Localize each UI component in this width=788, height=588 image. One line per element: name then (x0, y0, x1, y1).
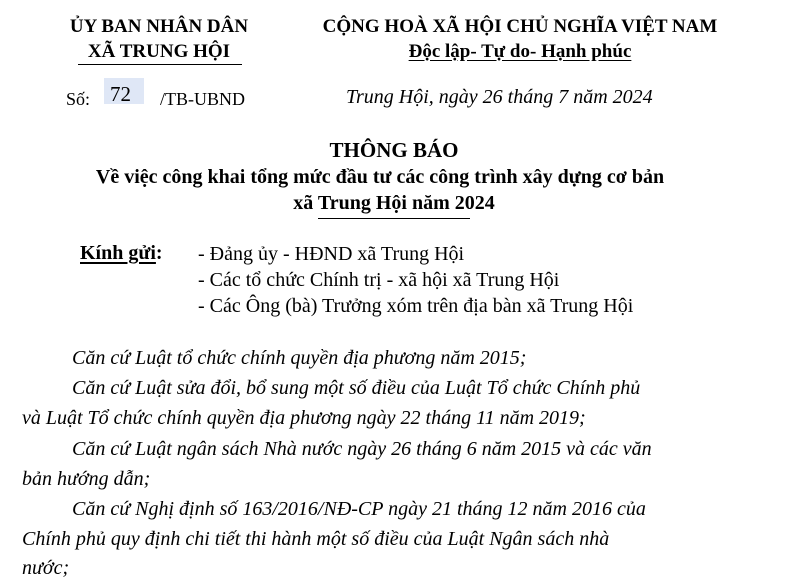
national-title: CỘNG HOÀ XÃ HỘI CHỦ NGHĨA VIỆT NAM (322, 16, 718, 37)
legal-basis-line: Căn cứ Luật tổ chức chính quyền địa phương năm 2015; (72, 347, 527, 369)
recipient-item: - Các Ông (bà) Trưởng xóm trên địa bàn xã Trung Hội (198, 295, 634, 317)
recipients-label-text: Kính gửi (80, 242, 156, 264)
legal-basis-line: và Luật Tổ chức chính quyền địa phương ngày 22 tháng 11 năm 2019; (22, 407, 586, 429)
legal-basis-line: Căn cứ Nghị định số 163/2016/NĐ-CP ngày 21 tháng 12 năm 2016 của (72, 498, 646, 520)
national-motto-text: Độc lập- Tự do- Hạnh phúc (408, 41, 632, 62)
legal-basis-line: bản hướng dẫn; (22, 468, 151, 490)
legal-basis-line: nước; (22, 557, 70, 579)
recipients-label-colon: : (155, 242, 163, 264)
legal-basis-line: Chính phủ quy định chi tiết thi hành một số điều của Luật Ngân sách nhà (22, 528, 610, 550)
legal-basis-line: Căn cứ Luật sửa đổi, bổ sung một số điều của Luật Tổ chức Chính phủ (72, 377, 641, 399)
place-and-date: Trung Hội, ngày 26 tháng 7 năm 2024 (346, 86, 653, 108)
subtitle-underline-divider (318, 218, 470, 219)
recipient-item: - Các tổ chức Chính trị - xã hội xã Trung Hội (198, 269, 560, 291)
recipients-label (80, 242, 163, 265)
agency-name-line-2: XÃ TRUNG HỘI (87, 41, 231, 62)
recipient-item: - Đảng ủy - HĐND xã Trung Hội (198, 243, 465, 265)
agency-underline-divider (78, 64, 242, 65)
document-number-label: Số: (66, 89, 91, 109)
document-number-value: 72 (110, 82, 131, 106)
legal-basis-line: Căn cứ Luật ngân sách Nhà nước ngày 26 tháng 6 năm 2015 và các văn (72, 438, 652, 460)
document-subtitle-line-1: Về việc công khai tổng mức đầu tư các công trình xây dựng cơ bản (95, 166, 665, 188)
document-title: THÔNG BÁO (329, 138, 459, 162)
agency-name-line-1: ỦY BAN NHÂN DÂN (69, 16, 249, 37)
document-number-suffix: /TB-UBND (160, 89, 245, 109)
national-motto (290, 41, 750, 63)
document-subtitle-line-2: xã Trung Hội năm 2024 (293, 192, 495, 214)
